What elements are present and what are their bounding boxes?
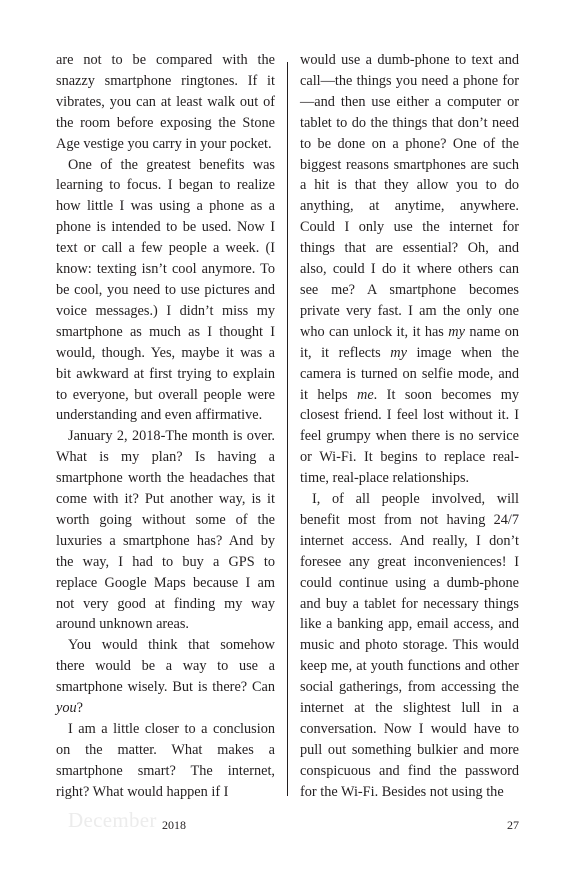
paragraph xyxy=(300,50,519,489)
paragraph: January 2, 2018-The month is over. What is my plan? Is having a smartphone worth the headaches that come with it? Put another way, is it worth going without some of the luxuries a smartphone has? And by the way, I had to buy a GPS to replace Google Maps because I am not very good at finding my way around unknown areas. xyxy=(56,428,275,633)
emphasis-text: my xyxy=(390,344,407,361)
text-run: image when the camera is turned on selfie mode, and it helps xyxy=(300,344,519,403)
paragraph xyxy=(56,635,275,719)
column-divider xyxy=(287,62,288,796)
issue-year: 2018 xyxy=(162,818,186,832)
issue-month-watermark: December xyxy=(68,808,157,832)
text-run: You would think that somehow there would be a way to use a smartphone wisely. But is there? Can xyxy=(56,637,275,696)
text-run: . It soon becomes my closest friend. I feel lost without it. I feel grumpy when there is no service or Wi-Fi. It begins to replace real-time, real-place relationships. xyxy=(300,386,519,487)
emphasis-text: my xyxy=(448,323,465,340)
right-column xyxy=(300,50,519,803)
page-number: 27 xyxy=(507,818,519,832)
left-column xyxy=(56,50,275,803)
text-run: would use a dumb-phone to text and call—the things you need a phone for—and then use either a computer or tablet to do the things that don’t need to be done on a phone? One of the biggest reasons smartphones are such a hit is that they allow you to do anything, at anytime, anywhere. Could I only use the internet for things that are essential? Oh, and also, could I do it where others can see me? A smartphone becomes private very fast. I am the only one who can unlock it, it has xyxy=(300,52,519,340)
text-run: ? xyxy=(76,700,84,717)
paragraph: I, of all people involved, will benefit most from not having 24/7 internet access. And really, I don’t foresee any great inconveniences! I could continue using a dumb-phone and buy a tablet for necessary things like a banking app, email access, and music and photo storage. This would keep me, at youth functions and other social gatherings, from accessing the internet at the slightest lull in a conversation. Now I would have to pull out something bulkier and more conspicuous and find the password for the Wi-Fi. Besides not using the xyxy=(300,491,519,800)
paragraph: are not to be compared with the snazzy smartphone ringtones. If it vibrates, you can at least walk out of the room before exposing the Stone Age vestige you carry in your pocket. xyxy=(56,52,275,152)
paragraph: One of the greatest benefits was learning to focus. I began to realize how little I was using a phone as a phone is intended to be used. Now I text or call a few people a week. (I know: texting isn’t cool anymore. To be cool, you need to use pictures and voice messages.) I didn’t miss my smartphone as much as I thought I would, though. Yes, maybe it was a bit awkward at first trying to explain to everyone, but overall people were understanding and even affirmative. xyxy=(56,156,275,424)
text-run: name on it, it reflects xyxy=(300,323,520,361)
emphasis-text: me xyxy=(357,386,374,403)
emphasis-text: you xyxy=(56,700,77,717)
paragraph: I am a little closer to a conclusion on the matter. What makes a smartphone smart? The internet, right? What would happen if I xyxy=(56,721,275,800)
